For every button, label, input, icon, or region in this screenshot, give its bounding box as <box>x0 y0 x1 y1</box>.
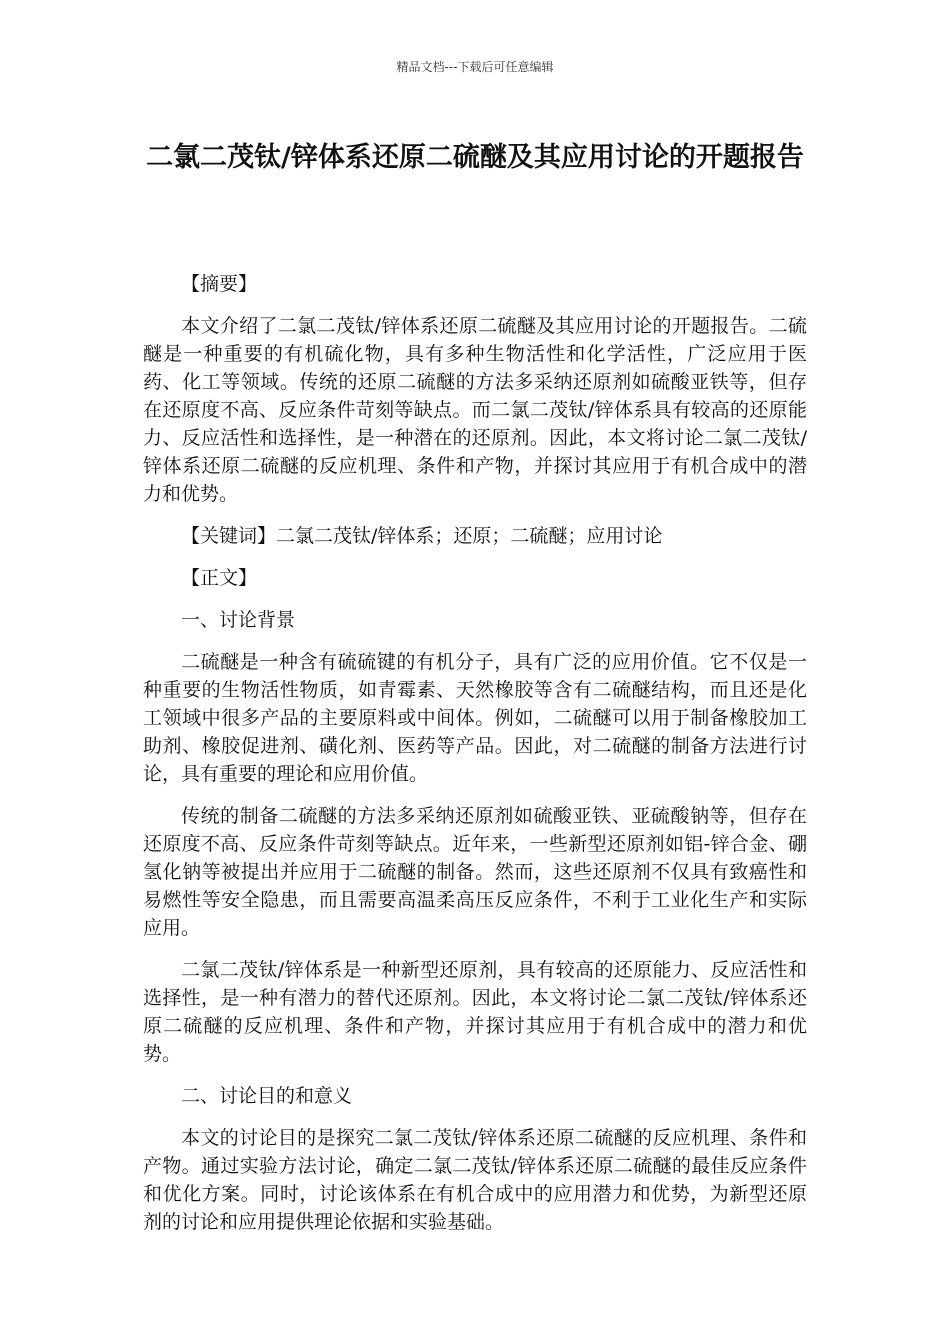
section-heading-background: 一、讨论背景 <box>181 609 296 631</box>
keywords-line: 【关键词】二氯二茂钛/锌体系；还原；二硫醚；应用讨论 <box>181 525 663 547</box>
background-paragraph-2: 传统的制备二硫醚的方法多采纳还原剂如硫酸亚铁、亚硫酸钠等，但存在还原度不高、反应条件苛刻等缺点。近年来，一些新型还原剂如铝-锌合金、硼氢化钠等被提出并应用于二硫醚的制备。然而，这些还原剂不仅具有致癌性和易燃性等安全隐患，而且需要高温柔高压反应条件，不利于工业化生产和实际应用。 <box>143 805 807 939</box>
section-heading-purpose: 二、讨论目的和意义 <box>181 1085 353 1107</box>
body-heading: 【正文】 <box>181 567 258 589</box>
page-header-note: 精品文档---下载后可任意编辑 <box>396 60 554 74</box>
document-title: 二氯二茂钛/锌体系还原二硫醚及其应用讨论的开题报告 <box>146 142 804 173</box>
purpose-paragraph-1: 本文的讨论目的是探究二氯二茂钛/锌体系还原二硫醚的反应机理、条件和产物。通过实验方法讨论，确定二氯二茂钛/锌体系还原二硫醚的最佳反应条件和优化方案。同时，讨论该体系在有机合成中的应用潜力和优势，为新型还原剂的讨论和应用提供理论依据和实验基础。 <box>143 1127 807 1233</box>
abstract-paragraph: 本文介绍了二氯二茂钛/锌体系还原二硫醚及其应用讨论的开题报告。二硫醚是一种重要的有机硫化物，具有多种生物活性和化学活性，广泛应用于医药、化工等领域。传统的还原二硫醚的方法多采纳还原剂如硫酸亚铁等，但存在还原度不高、反应条件苛刻等缺点。而二氯二茂钛/锌体系具有较高的还原能力、反应活性和选择性，是一种潜在的还原剂。因此，本文将讨论二氯二茂钛/锌体系还原二硫醚的反应机理、条件和产物，并探讨其应用于有机合成中的潜力和优势。 <box>143 315 807 505</box>
document-body <box>143 270 807 1250</box>
background-paragraph-1: 二硫醚是一种含有硫硫键的有机分子，具有广泛的应用价值。它不仅是一种重要的生物活性物质，如青霉素、天然橡胶等含有二硫醚结构，而且还是化工领域中很多产品的主要原料或中间体。例如，二硫醚可以用于制备橡胶加工助剂、橡胶促进剂、磺化剂、医药等产品。因此，对二硫醚的制备方法进行讨论，具有重要的理论和应用价值。 <box>143 651 807 785</box>
background-paragraph-3: 二氯二茂钛/锌体系是一种新型还原剂，具有较高的还原能力、反应活性和选择性，是一种有潜力的替代还原剂。因此，本文将讨论二氯二茂钛/锌体系还原二硫醚的反应机理、条件和产物，并探讨其应用于有机合成中的潜力和优势。 <box>143 959 807 1065</box>
abstract-heading: 【摘要】 <box>181 273 258 295</box>
